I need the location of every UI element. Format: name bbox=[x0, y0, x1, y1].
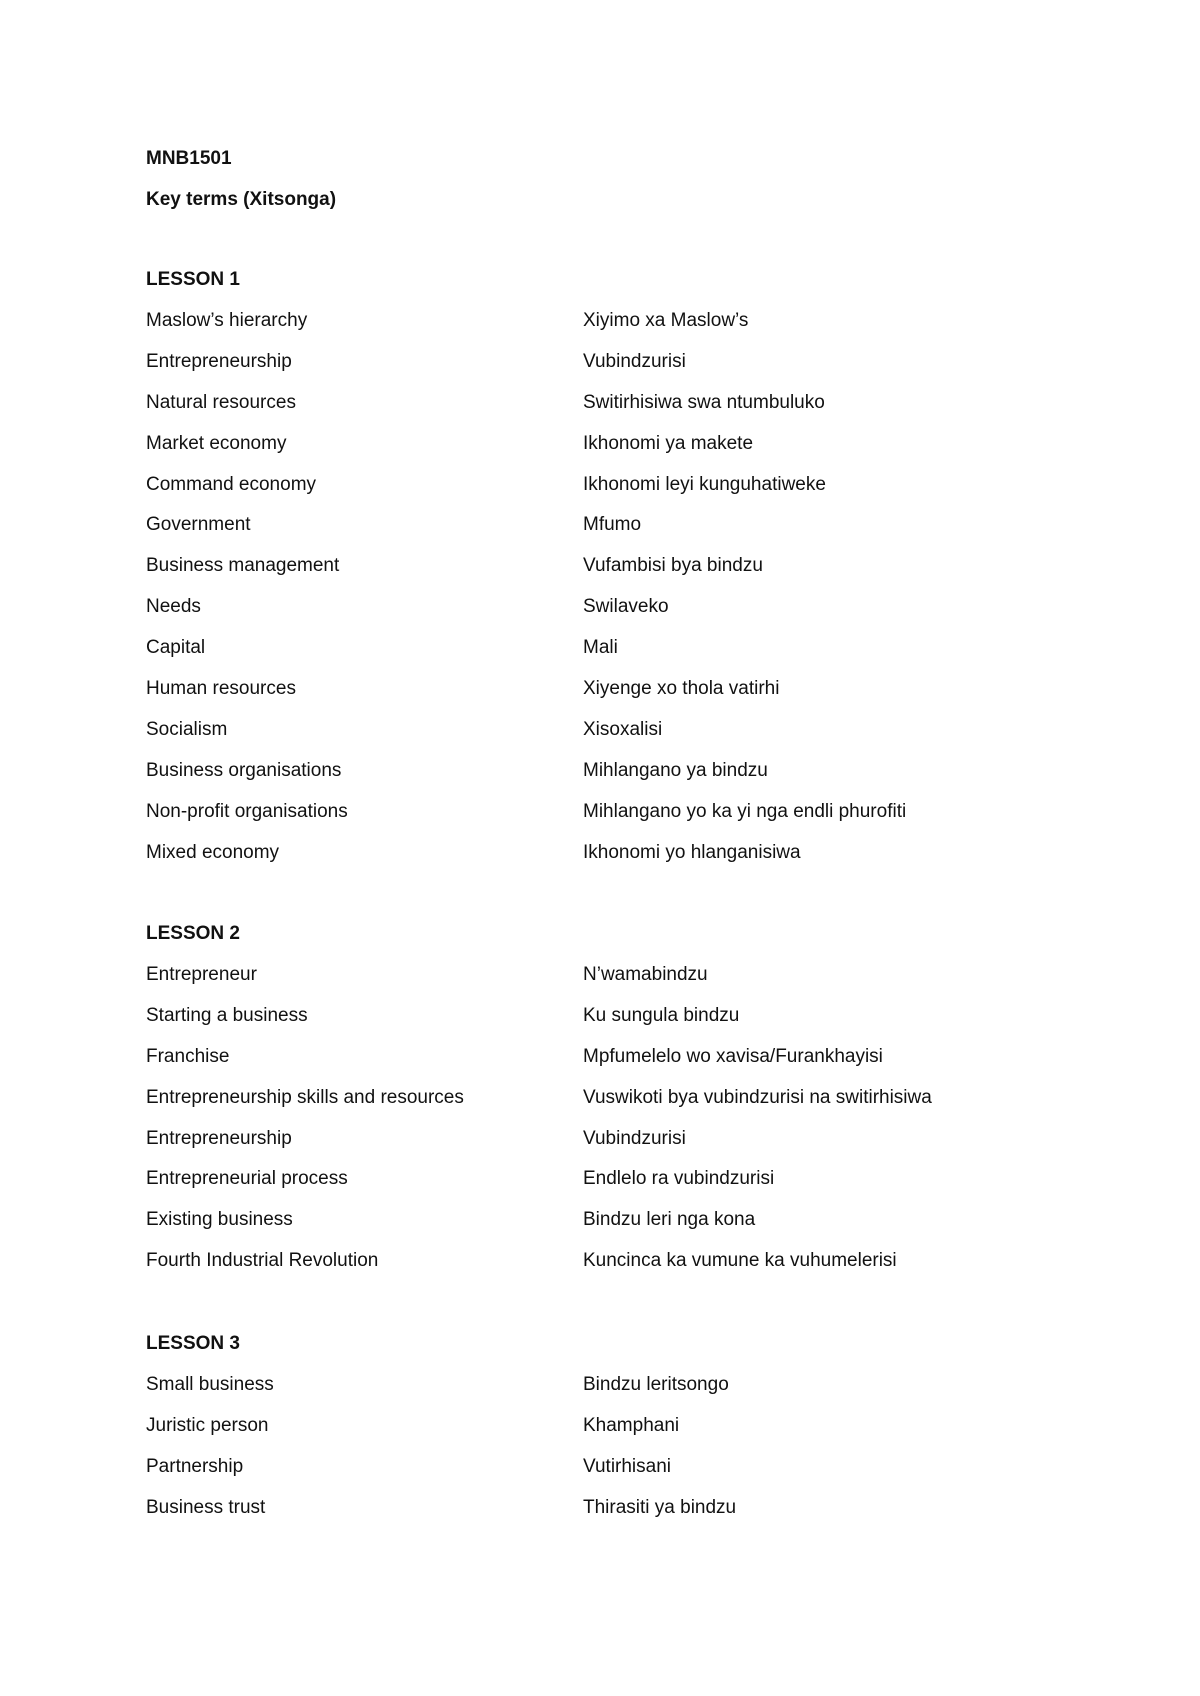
term-english: Market economy bbox=[146, 433, 287, 454]
term-xitsonga: Mfumo bbox=[583, 514, 642, 535]
lesson-heading: LESSON 3 bbox=[146, 1333, 240, 1354]
term-xitsonga: Mali bbox=[583, 637, 618, 658]
term-xitsonga: Vufambisi bya bindzu bbox=[583, 555, 763, 576]
term-xitsonga: N’wamabindzu bbox=[583, 964, 708, 985]
term-english: Juristic person bbox=[146, 1415, 269, 1436]
term-english: Entrepreneurship bbox=[146, 351, 292, 372]
term-english: Natural resources bbox=[146, 392, 296, 413]
term-xitsonga: Xiyenge xo thola vatirhi bbox=[583, 678, 780, 699]
term-xitsonga: Mihlangano ya bindzu bbox=[583, 760, 768, 781]
term-english: Mixed economy bbox=[146, 842, 280, 863]
term-xitsonga: Swilaveko bbox=[583, 596, 669, 617]
term-english: Partnership bbox=[146, 1456, 244, 1477]
term-english: Maslow’s hierarchy bbox=[146, 310, 308, 331]
term-english: Existing business bbox=[146, 1209, 293, 1230]
term-xitsonga: Mpfumelelo wo xavisa/Furankhayisi bbox=[583, 1046, 883, 1067]
term-english: Franchise bbox=[146, 1046, 230, 1067]
term-xitsonga: Xiyimo xa Maslow’s bbox=[583, 310, 749, 331]
term-xitsonga: Vubindzurisi bbox=[583, 351, 686, 372]
term-english: Fourth Industrial Revolution bbox=[146, 1250, 379, 1271]
document-subtitle: Key terms (Xitsonga) bbox=[146, 189, 337, 210]
course-code: MNB1501 bbox=[146, 148, 232, 169]
term-xitsonga: Thirasiti ya bindzu bbox=[583, 1497, 737, 1518]
term-xitsonga: Ikhonomi ya makete bbox=[583, 433, 754, 454]
lesson-heading: LESSON 1 bbox=[146, 269, 240, 290]
term-xitsonga: Vuswikoti bya vubindzurisi na switirhisiwa bbox=[583, 1087, 932, 1108]
term-xitsonga: Vutirhisani bbox=[583, 1456, 672, 1477]
term-xitsonga: Bindzu leri nga kona bbox=[583, 1209, 756, 1230]
term-xitsonga: Ikhonomi leyi kunguhatiweke bbox=[583, 474, 826, 495]
term-xitsonga: Switirhisiwa swa ntumbuluko bbox=[583, 392, 825, 413]
term-english: Business management bbox=[146, 555, 340, 576]
term-english: Socialism bbox=[146, 719, 228, 740]
term-english: Command economy bbox=[146, 474, 317, 495]
term-xitsonga: Xisoxalisi bbox=[583, 719, 663, 740]
term-xitsonga: Vubindzurisi bbox=[583, 1128, 686, 1149]
term-english: Human resources bbox=[146, 678, 296, 699]
term-xitsonga: Endlelo ra vubindzurisi bbox=[583, 1168, 775, 1189]
term-english: Entrepreneurial process bbox=[146, 1168, 348, 1189]
term-english: Entrepreneur bbox=[146, 964, 257, 985]
term-xitsonga: Ku sungula bindzu bbox=[583, 1005, 740, 1026]
lesson-heading: LESSON 2 bbox=[146, 923, 240, 944]
term-english: Capital bbox=[146, 637, 206, 658]
term-english: Non-profit organisations bbox=[146, 801, 348, 822]
term-english: Starting a business bbox=[146, 1005, 308, 1026]
term-english: Needs bbox=[146, 596, 201, 617]
term-english: Entrepreneurship bbox=[146, 1128, 292, 1149]
term-xitsonga: Khamphani bbox=[583, 1415, 680, 1436]
term-english: Business organisations bbox=[146, 760, 342, 781]
term-english: Government bbox=[146, 514, 251, 535]
term-xitsonga: Kuncinca ka vumune ka vuhumelerisi bbox=[583, 1250, 897, 1271]
term-xitsonga: Mihlangano yo ka yi nga endli phurofiti bbox=[583, 801, 907, 822]
term-english: Entrepreneurship skills and resources bbox=[146, 1087, 464, 1108]
term-xitsonga: Ikhonomi yo hlanganisiwa bbox=[583, 842, 801, 863]
term-english: Small business bbox=[146, 1374, 274, 1395]
term-english: Business trust bbox=[146, 1497, 266, 1518]
term-xitsonga: Bindzu leritsongo bbox=[583, 1374, 729, 1395]
